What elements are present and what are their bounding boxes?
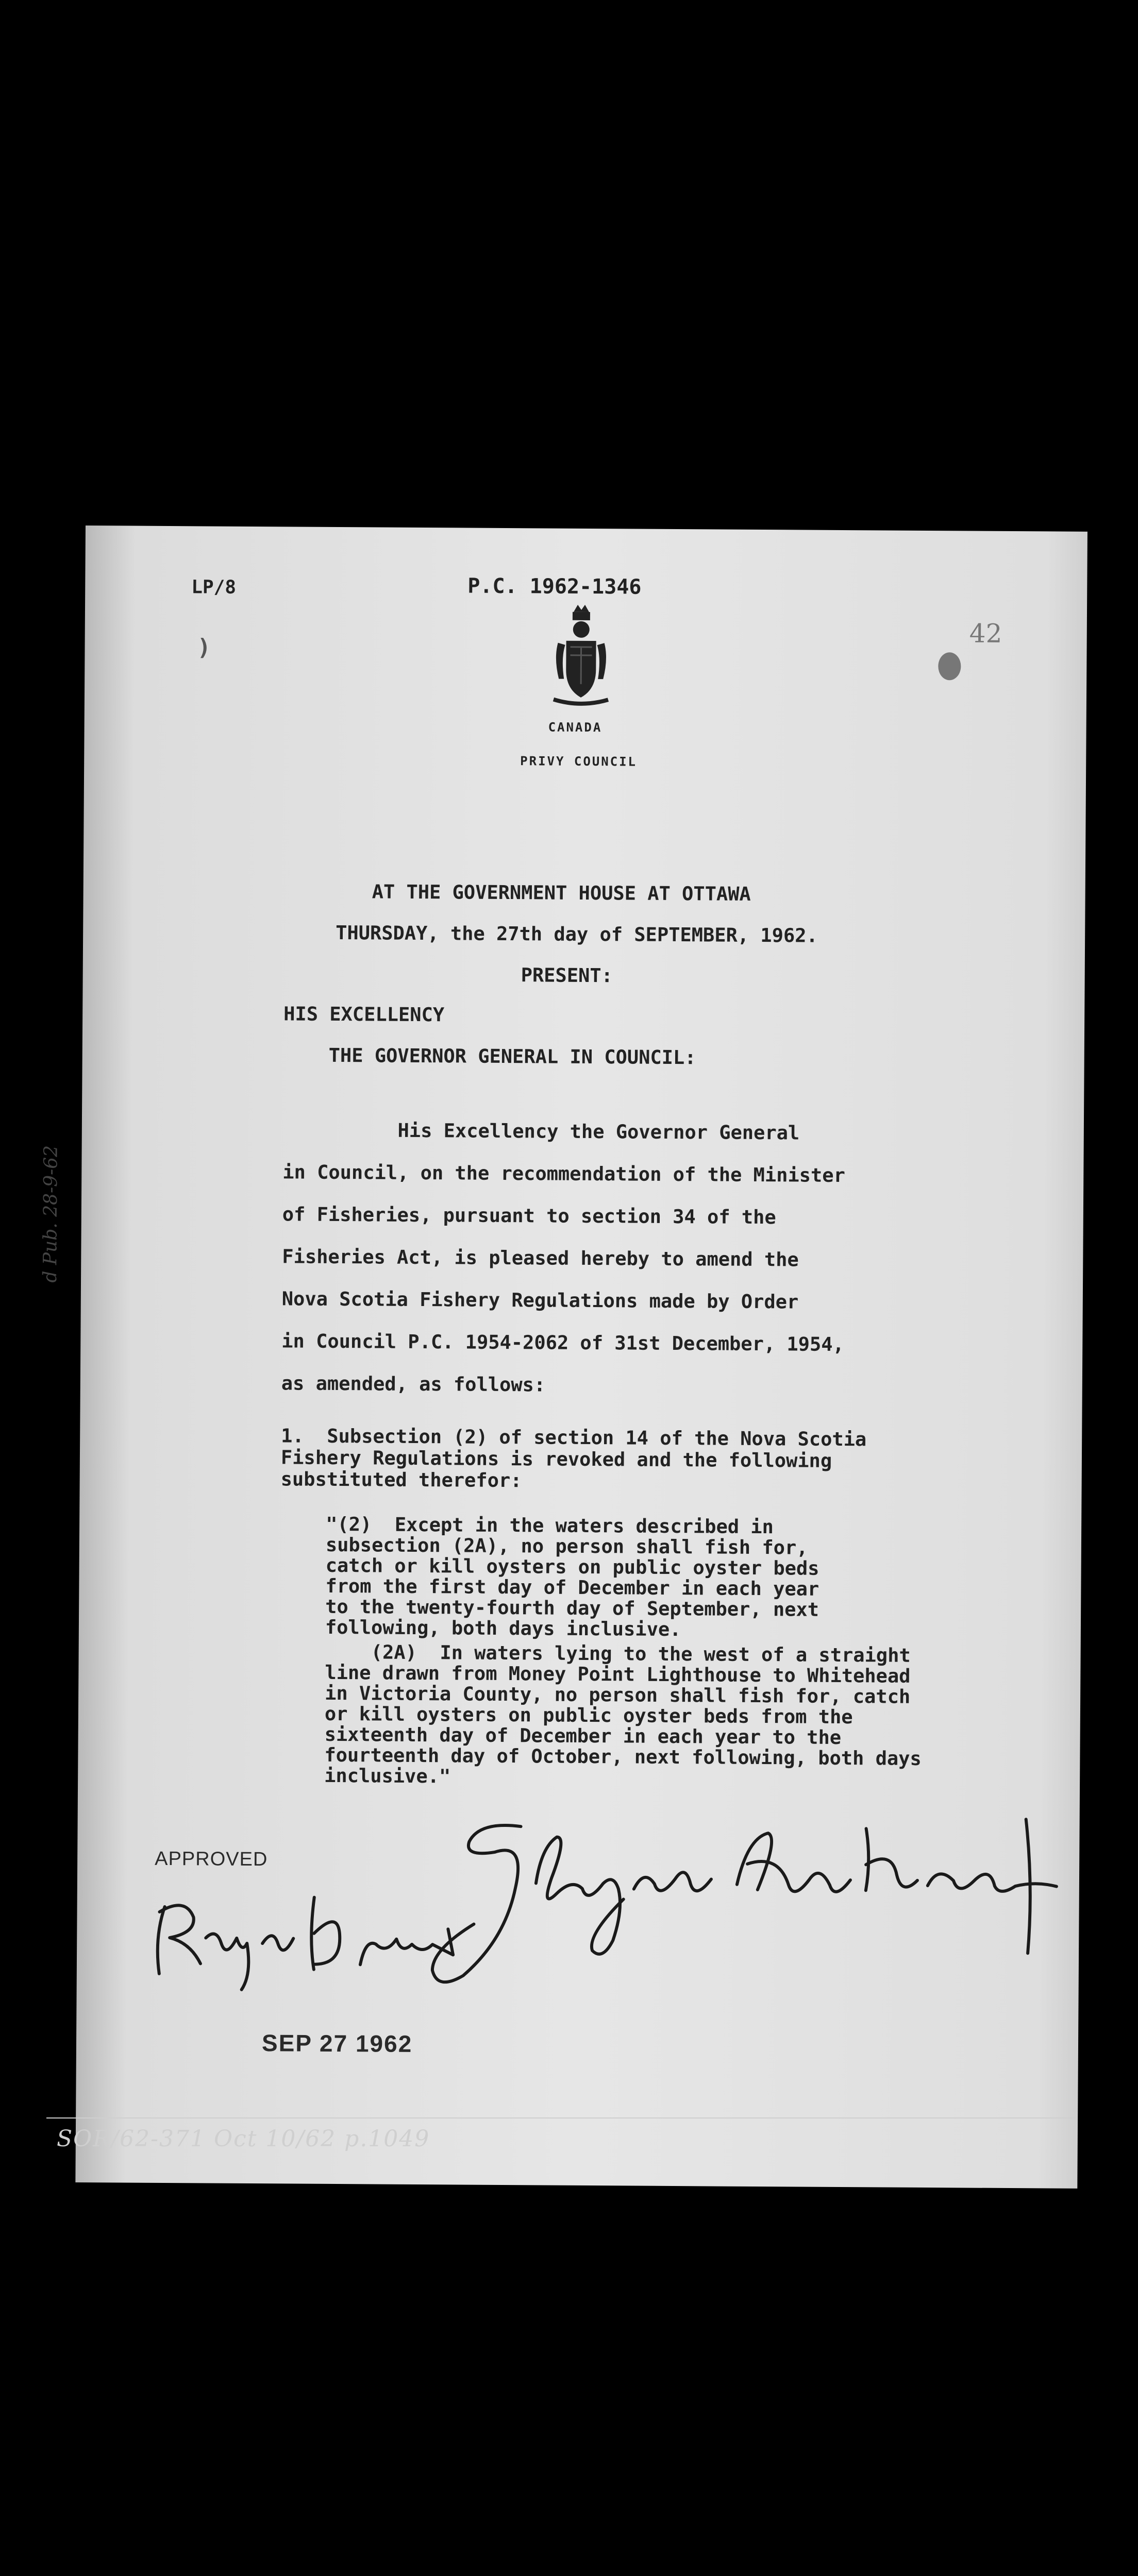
page-number: 42	[969, 618, 1002, 649]
ink-blot	[938, 652, 961, 680]
present-heading: PRESENT:	[521, 964, 613, 987]
his-excellency-heading: HIS EXCELLENCY	[283, 1003, 445, 1026]
approved-label: APPROVED	[155, 1848, 268, 1871]
governor-general-heading: THE GOVERNOR GENERAL IN COUNCIL:	[328, 1044, 696, 1069]
document-page	[40, 526, 1087, 2189]
subsection-2a-paragraph: (2A) In waters lying to the west of a straight line drawn from Money Point Lighthouse to Whitehead in Victoria County, no person shall fish for, catch or kill oysters on public oyster beds from the sixteenth day of December in each year to the fourteenth day of October, next following, both days inclusive."	[324, 1640, 922, 1788]
privy-council-label: PRIVY COUNCIL	[520, 754, 638, 769]
governor-general-signature	[144, 1876, 464, 1996]
canada-label: CANADA	[548, 720, 603, 735]
order-number: P.C. 1962-1346	[467, 574, 642, 599]
preamble-paragraph: His Excellency the Governor General in Council, on the recommendation of the Minister of Fisheries, pursuant to section 34 of the Fisheries Act, is pleased hereby to amend the Nova Scotia Fishery Regulations made by Order in Council P.C. 1954-2062 of 31st December, 1954, as amended, as follows:	[281, 1118, 845, 1396]
section-1-paragraph: 1. Subsection (2) of section 14 of the Nova Scotia Fishery Regulations is revoked and the following substituted therefor:	[280, 1425, 867, 1492]
reference-note: SOR/62-371 Oct 10/62 p.1049	[57, 2126, 430, 2152]
file-code: LP/8	[191, 577, 237, 598]
stray-mark: )	[197, 634, 211, 661]
approval-date-stamp: SEP 27 1962	[261, 2029, 413, 2057]
coat-of-arms-icon	[543, 601, 619, 710]
scan-edge-line	[46, 2117, 1075, 2119]
date-line: THURSDAY, the 27th day of SEPTEMBER, 1962.	[336, 921, 818, 947]
clerk-signature	[417, 1805, 1062, 2005]
location-heading: AT THE GOVERNMENT HOUSE AT OTTAWA	[372, 880, 751, 905]
subsection-2-paragraph: "(2) Except in the waters described in subsection (2A), no person shall fish for, catch or kill oysters on public oyster beds from the first day of December in each year to the twenty-fourth day of September, next following, both days inclusive.	[325, 1513, 819, 1641]
margin-note: d Pub. 28-9-62	[40, 1145, 62, 1283]
